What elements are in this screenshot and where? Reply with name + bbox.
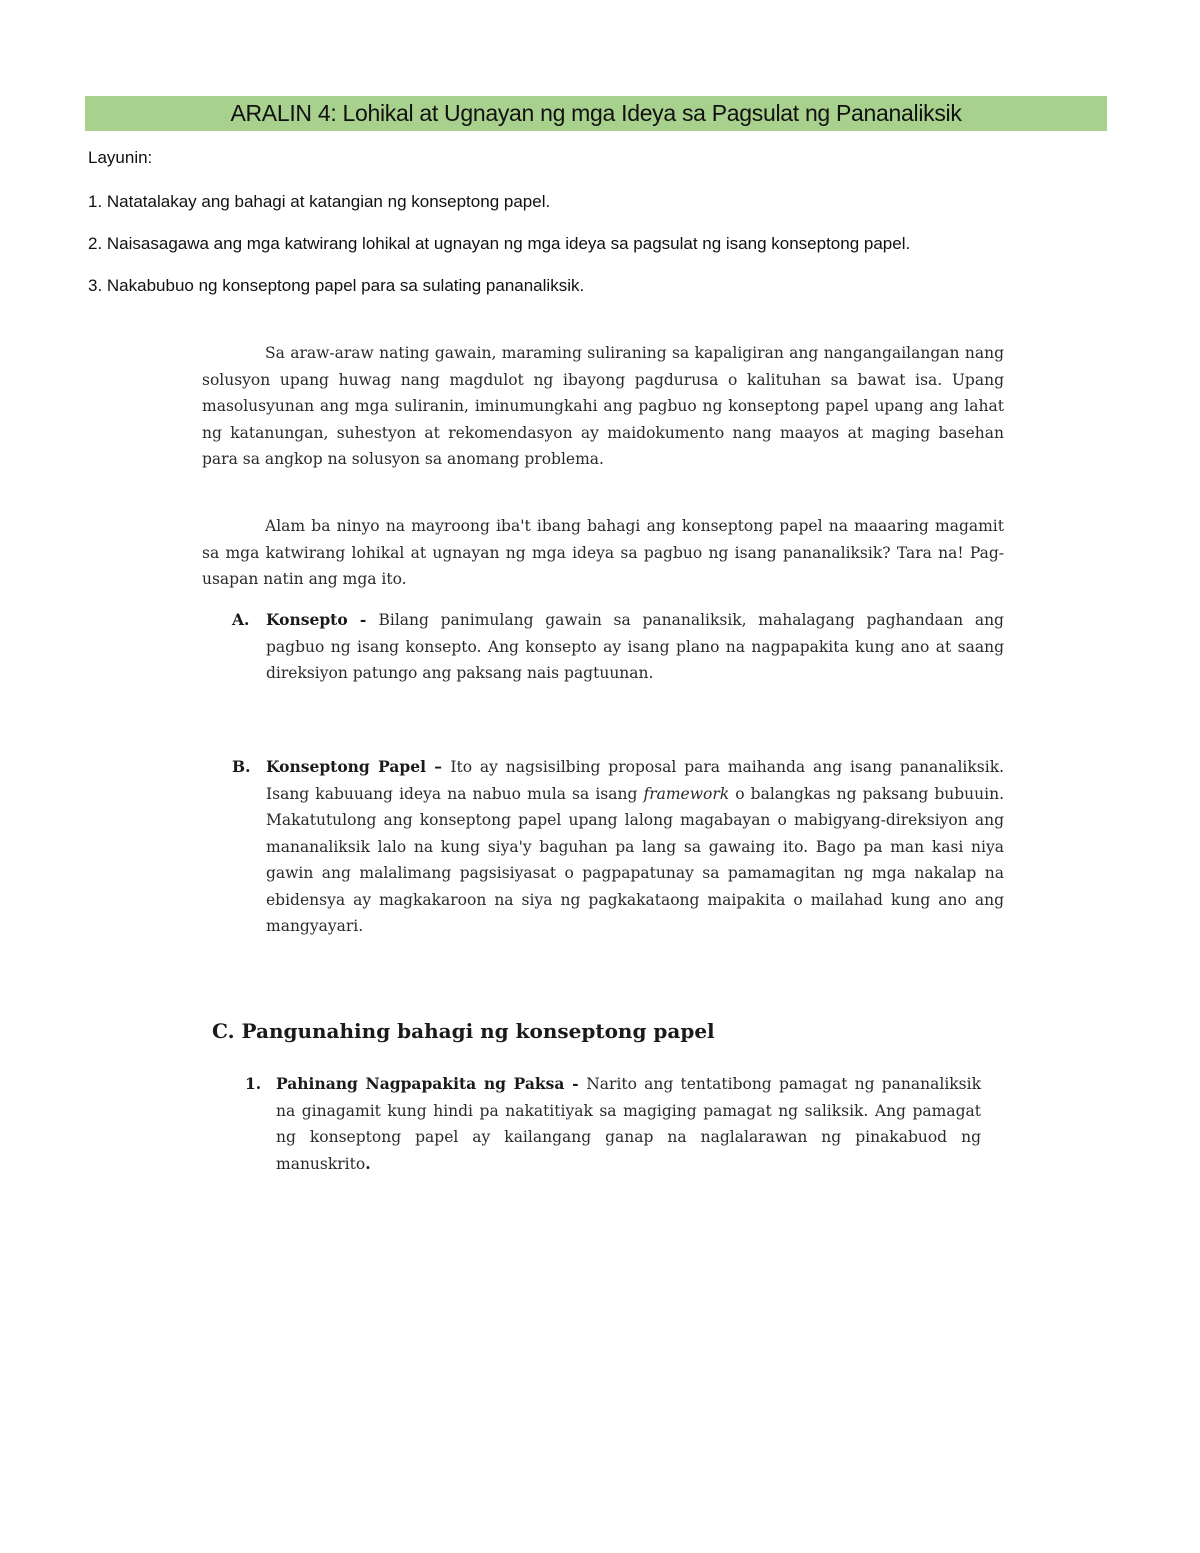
item-letter: A.: [232, 610, 250, 629]
item-italic-term: framework: [643, 784, 730, 803]
item-letter: B.: [232, 757, 251, 776]
sub-item-text: Narito ang tentatibong pamagat ng pananaliksik na ginagamit kung hindi pa nakatitiyak sa magiging pamagat ng saliksik. Ang pamagat ng konseptong papel ay kailangang ganap na naglalarawan ng pinakabuod ng manuskrito: [276, 1075, 981, 1173]
item-term: Konsepto: [266, 610, 348, 629]
sub-item-content: [276, 1071, 981, 1177]
objectives-label: Layunin:: [88, 148, 153, 167]
objective-item: 2. Naisasagawa ang mga katwirang lohikal at ugnayan ng mga ideya sa pagsulat ng isang konseptong papel.: [88, 234, 911, 253]
item-text-after: o balangkas ng paksang bubuuin. Makatutulong ang konseptong papel upang lalong magabayan o mabigyang-direksiyon ang mananaliksik lalo na kung siya'y baguhan pa lang sa gawaing ito. Bago pa man kasi niya gawin ang malalimang pagsisiyasat o pagpapatunay sa pamamagitan ng mga nakalap na ebidensya ay magkakaroon na siya ng pagkakataong maipakita o mailahad kung ano ang mangyayari.: [266, 784, 1004, 935]
item-text: Bilang panimulang gawain sa pananaliksik, mahalagang paghandaan ang pagbuo ng isang konsepto. Ang konsepto ay isang plano na nagpapakita kung ano at saang direksiyon patungo ang paksang nais pagtuunan.: [266, 611, 1004, 682]
item-term: Konseptong Papel: [266, 757, 426, 776]
item-content: [266, 607, 1004, 687]
intro-paragraph-1-text: Sa araw-araw nating gawain, maraming suliraning sa kapaligiran ang nangangailangan nang solusyon upang huwag nang magdulot ng ibayong pagdurusa o kalituhan sa bawat isa. Upang masolusyunan ang mga suliranin, iminumungkahi ang pagbuo ng konseptong papel upang ang lahat ng katanungan, suhestyon at rekomendasyon ay maidokumento nang maayos at maging basehan para sa angkop na solusyon sa anomang problema.: [202, 344, 1004, 468]
sub-item-dash: -: [564, 1074, 587, 1093]
intro-paragraph-1: [202, 340, 1004, 473]
item-content: [266, 754, 1004, 940]
item-konsepto: [232, 607, 1004, 687]
sub-item-number: 1.: [245, 1074, 262, 1093]
objective-item: 1. Natatalakay ang bahagi at katangian ng konseptong papel.: [88, 192, 551, 211]
sub-item-end: .: [365, 1153, 371, 1173]
item-dash: -: [347, 610, 379, 629]
intro-paragraph-2-text: Alam ba ninyo na mayroong iba't ibang bahagi ang konseptong papel na maaaring magamit sa mga katwirang lohikal at ugnayan ng mga ideya sa pagbuo ng isang pananaliksik? Tara na! Pag-usapan natin ang mga ito.: [202, 517, 1004, 588]
lesson-title: ARALIN 4: Lohikal at Ugnayan ng mga Ideya sa Pagsulat ng Pananaliksik: [230, 100, 962, 126]
section-c-heading: C. Pangunahing bahagi ng konseptong papel: [212, 1019, 715, 1043]
objective-item: 3. Nakabubuo ng konseptong papel para sa sulating pananaliksik.: [88, 276, 585, 295]
item-dash: –: [425, 757, 451, 776]
intro-paragraph-2: [202, 513, 1004, 593]
objectives-section: [88, 148, 1108, 318]
item-text-before: Ito ay nagsisilbing proposal para maihanda ang isang pananaliksik. Isang kabuuang ideya na nabuo mula sa isang: [266, 758, 1005, 803]
section-c-item-1: [245, 1071, 981, 1177]
item-konseptong-papel: [232, 754, 1004, 940]
sub-item-term: Pahinang Nagpapakita ng Paksa: [276, 1074, 565, 1093]
lesson-title-banner: [85, 96, 1107, 131]
